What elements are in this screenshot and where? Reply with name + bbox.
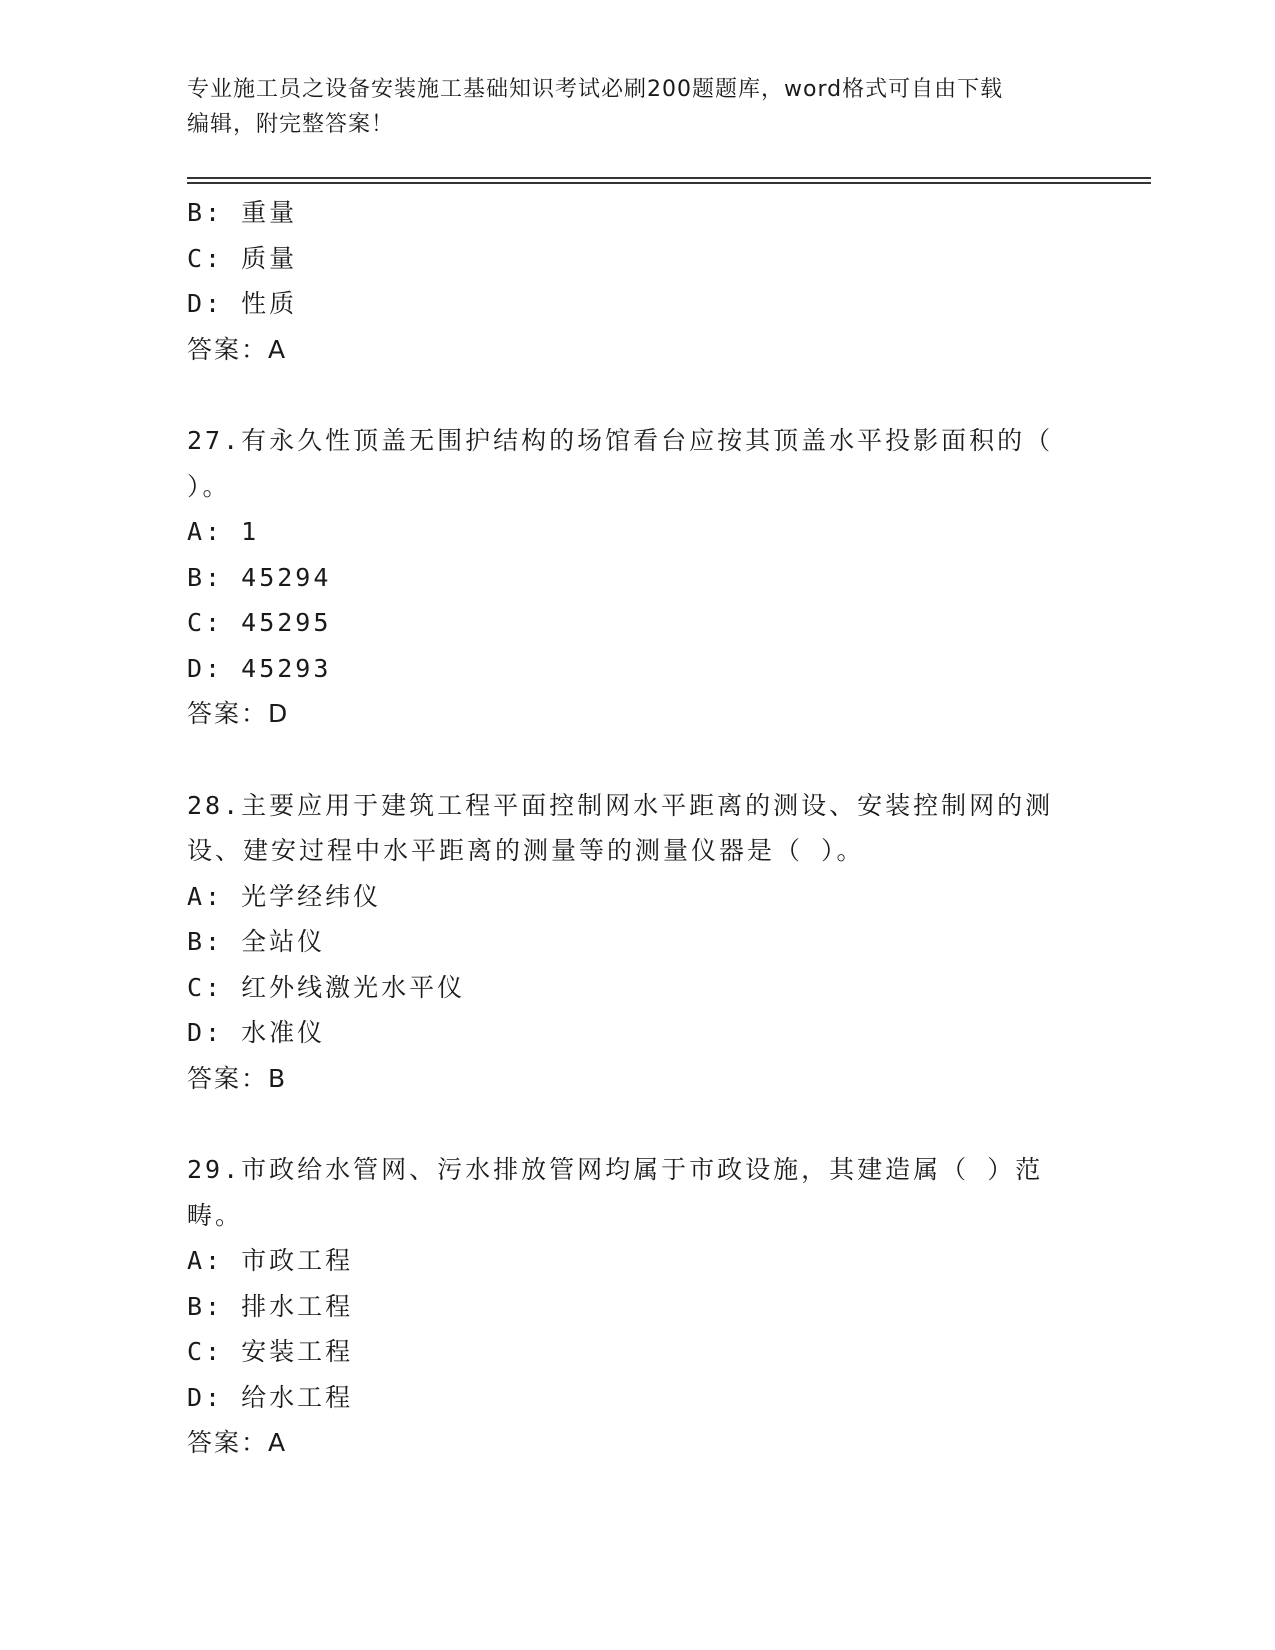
question-stem-line2: 设、建安过程中水平距离的测量等的测量仪器是（ ）。 (187, 836, 865, 865)
option-c: C: 45295 (187, 608, 332, 637)
answer-text: 答案：A (187, 334, 288, 364)
answer-text: 答案：A (187, 1428, 288, 1457)
question-stem-line1: 27.有永久性顶盖无围护结构的场馆看台应按其顶盖水平投影面积的（ (187, 426, 1054, 455)
question-stem-line1: 29.市政给水管网、污水排放管网均属于市政设施，其建造属（ ）范 (187, 1155, 1044, 1184)
option-a: A: 光学经纬仪 (187, 881, 382, 911)
question-26-continued (187, 190, 1087, 372)
option-d: D: 性质 (187, 289, 298, 318)
question-stem-line2: ）。 (187, 471, 231, 501)
header-divider-top (187, 177, 1151, 179)
option-d: D: 水准仪 (187, 1018, 326, 1047)
question-29 (187, 1147, 1087, 1466)
option-a: A: 1 (187, 517, 260, 546)
question-stem-line1: 28.主要应用于建筑工程平面控制网水平距离的测设、安装控制网的测 (187, 790, 1054, 820)
option-b: B: 45294 (187, 562, 332, 592)
option-c: C: 质量 (187, 243, 298, 273)
option-b: B: 重量 (187, 198, 298, 227)
answer-text: 答案：D (187, 699, 290, 728)
document-header (187, 72, 1087, 142)
option-d: D: 给水工程 (187, 1382, 354, 1412)
option-c: C: 安装工程 (187, 1337, 354, 1366)
answer-text: 答案：B (187, 1063, 288, 1093)
option-c: C: 红外线激光水平仪 (187, 972, 466, 1002)
header-title-line2: 编辑，附完整答案！ (187, 112, 395, 137)
question-27 (187, 418, 1087, 737)
option-a: A: 市政工程 (187, 1246, 354, 1275)
question-stem-line2: 畴。 (187, 1200, 244, 1230)
question-28 (187, 783, 1087, 1102)
header-divider-bottom (187, 182, 1151, 184)
header-title-line1: 专业施工员之设备安装施工基础知识考试必刷200题题库，word格式可自由下载 (187, 77, 1004, 102)
question-list (187, 190, 1087, 1466)
option-d: D: 45293 (187, 653, 332, 683)
option-b: B: 排水工程 (187, 1291, 354, 1321)
option-b: B: 全站仪 (187, 927, 326, 956)
